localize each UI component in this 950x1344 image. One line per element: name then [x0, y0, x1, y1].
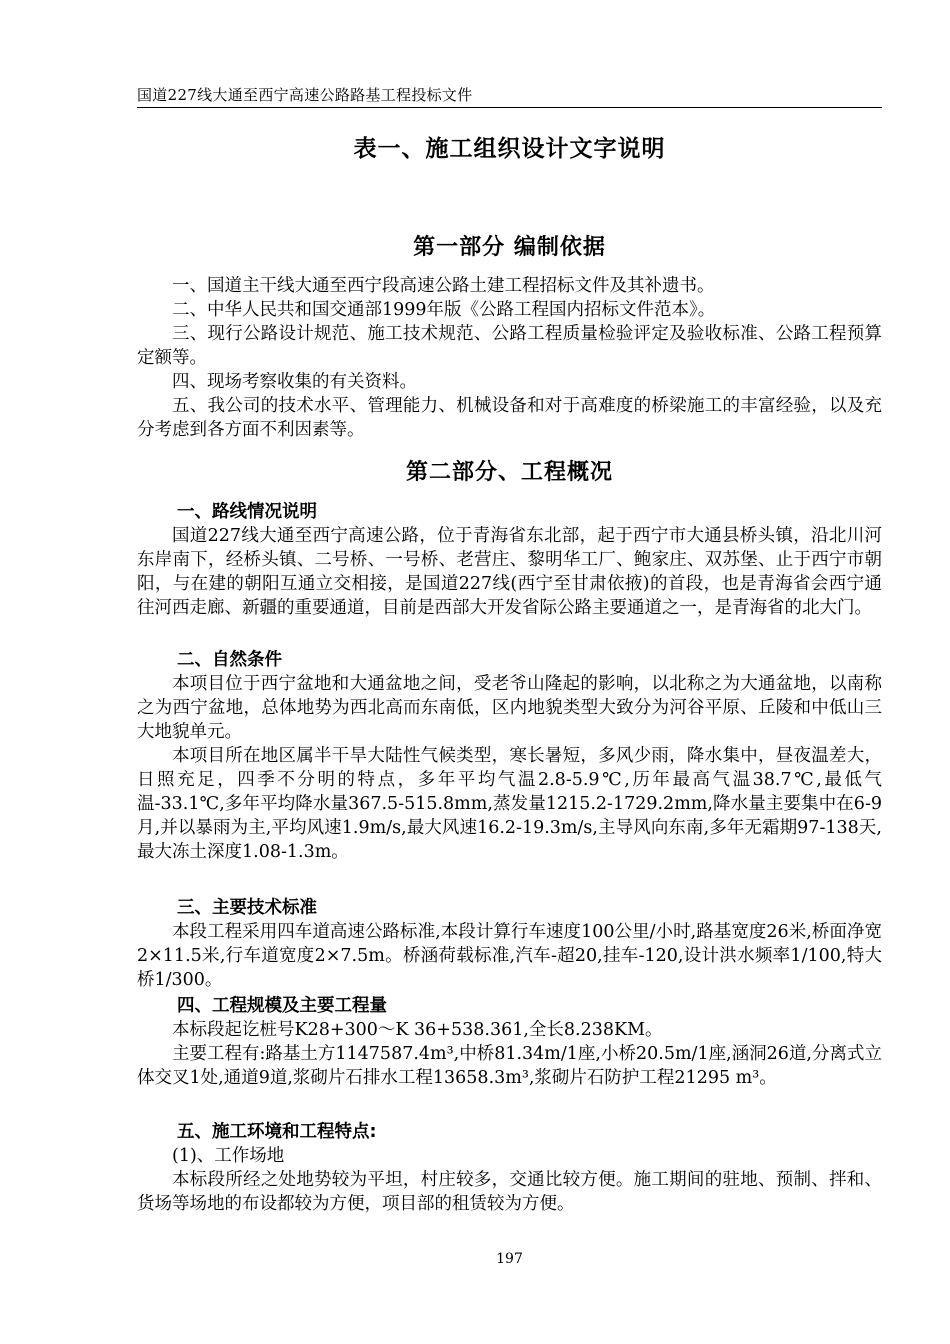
section-nature-body — [137, 672, 882, 864]
page-number: 197 — [496, 1251, 523, 1267]
part1-title: 第一部分 编制依据 — [413, 235, 606, 260]
part1-item-3: 三、现行公路设计规范、施工技术规范、公路工程质量检验评定及验收标准、公路工程预算定额等。 — [137, 324, 882, 368]
paragraph: 国道227线大通至西宁高速公路，位于青海省东北部，起于西宁市大通县桥头镇，沿北川河东岸南下，经桥头镇、二号桥、一号桥、老营庄、黎明华工厂、鲍家庄、双苏堡、止于西宁市朝阳，与在建的朝阳互通立交相接，是国道227线(西宁至甘肃依掖)的首段，也是青海省会西宁通往河西走廊、新疆的重要通道，目前是西部大开发省际公路主要通道之一，是青海省的北大门。 — [137, 526, 882, 618]
part2-title: 第二部分、工程概况 — [405, 460, 613, 485]
document-title: 表一、施工组织设计文字说明 — [353, 136, 666, 162]
paragraph: 本项目所在地区属半干旱大陆性气候类型，寒长暑短，多风少雨，降水集中，昼夜温差大，日照充足，四季不分明的特点，多年平均气温2.8-5.9℃,历年最高气温38.7℃,最低气温-33.1℃,多年平均降水量367.5-515.8mm,蒸发量1215.2-1729.2mm,降水量主要集中在6-9月,并以暴雨为主,平均风速1.9m/s,最大风速16.2-19.3m/s,主导风向东南,多年无霜期97-138天,最大冻土深度1.08-1.3m。 — [137, 746, 882, 862]
part1-item-1: 一、国道主干线大通至西宁段高速公路土建工程招标文件及其补遗书。 — [172, 276, 715, 296]
part1-item-5: 五、我公司的技术水平、管理能力、机械设备和对于高难度的桥梁施工的丰富经验，以及充分考虑到各方面不利因素等。 — [137, 396, 882, 440]
section-environment-body — [137, 1144, 882, 1216]
section-route-body — [137, 524, 882, 620]
section-heading-scale: 四、工程规模及主要工程量 — [177, 996, 387, 1016]
section-heading-route: 一、路线情况说明 — [177, 502, 317, 522]
section-heading-nature: 二、自然条件 — [177, 650, 282, 670]
paragraph: 本标段所经之处地势较为平坦，村庄较多，交通比较方便。施工期间的驻地、预制、拌和、货场等场地的布设都较为方便，项目部的租赁较为方便。 — [137, 1170, 882, 1214]
running-header: 国道227线大通至西宁高速公路路基工程投标文件 — [137, 86, 473, 104]
paragraph: 本标段起讫桩号K28+300～K 36+538.361,全长8.238KM。 — [172, 1020, 663, 1040]
paragraph: 本项目位于西宁盆地和大通盆地之间，受老爷山隆起的影响，以北称之为大通盆地，以南称之为西宁盆地，总体地势为西北高而东南低，区内地貌类型大致分为河谷平原、丘陵和中低山三大地貌单元。 — [137, 674, 882, 742]
part1-item-4: 四、现场考察收集的有关资料。 — [172, 372, 417, 392]
paragraph: 主要工程有:路基土方1147587.4m³,中桥81.34m/1座,小桥20.5m/1座,涵洞26道,分离式立体交叉1处,通道9道,浆砌片石排水工程13658.3m³,浆砌片石防护工程21295 m³。 — [137, 1044, 882, 1088]
section-standards-body — [137, 920, 882, 992]
part1-items — [137, 274, 882, 442]
paragraph: 本段工程采用四车道高速公路标准,本段计算行车速度100公里/小时,路基宽度26米,桥面净宽2×11.5米,行车道宽度2×7.5m。桥涵荷载标准,汽车-超20,挂车-120,设计洪水频率1/100,特大桥1/300。 — [137, 922, 882, 990]
part1-item-2: 二、中华人民共和国交通部1999年版《公路工程国内招标文件范本》。 — [172, 300, 716, 320]
section-heading-standards: 三、主要技术标准 — [177, 898, 317, 918]
header-rule — [137, 107, 882, 108]
section-heading-environment: 五、施工环境和工程特点: — [177, 1122, 377, 1142]
paragraph: (1)、工作场地 — [172, 1146, 285, 1166]
section-scale-body — [137, 1018, 882, 1090]
